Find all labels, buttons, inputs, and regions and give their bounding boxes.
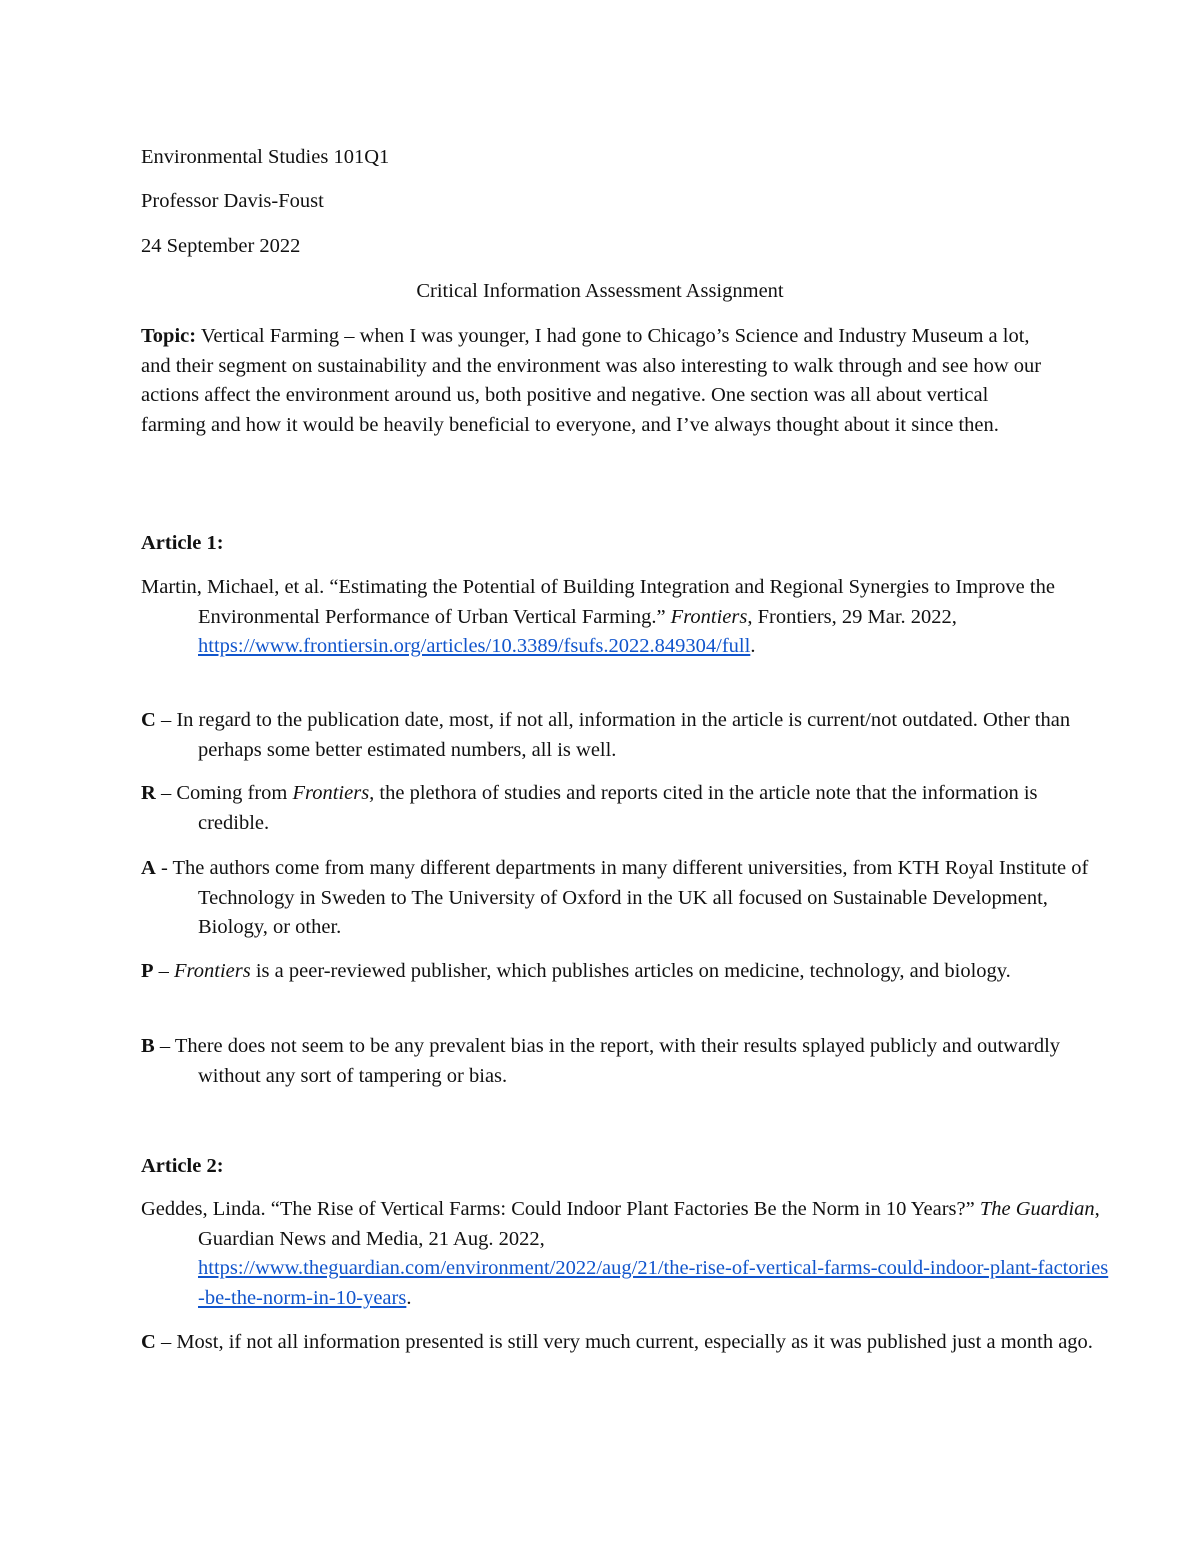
article-2-currency-label: C — [141, 1331, 156, 1353]
assignment-title: Critical Information Assessment Assignment — [416, 280, 784, 302]
article-1-publisher: , Frontiers, 29 Mar. 2022, — [747, 605, 957, 628]
reliability-text: the plethora of studies and reports cited in the article note that the information is credible. — [198, 782, 1038, 834]
submission-date: 24 September 2022 — [141, 235, 301, 257]
article-2-citation — [141, 1195, 1113, 1313]
article-1-journal: Frontiers — [670, 605, 748, 628]
article-1-purpose — [141, 957, 1113, 987]
article-2-currency-text: – Most, if not all information presented is still very much current, especially as it was published just a month ago. — [155, 1331, 1093, 1353]
topic-paragraph — [141, 322, 1056, 440]
article-2-url-link[interactable]: https://www.theguardian.com/environment/2022/aug/21/the-rise-of-vertical-farms-could-indoor-plant-factories-be-the-norm-in-10-years — [198, 1257, 1109, 1309]
purpose-text-pre: – — [153, 960, 175, 982]
professor-name: Professor Davis-Foust — [141, 190, 324, 212]
article-1-url-link[interactable]: https://www.frontiersin.org/articles/10.3389/fsufs.2022.849304/full — [198, 635, 751, 658]
authority-label: A — [141, 857, 156, 879]
purpose-journal: Frontiers — [174, 960, 251, 982]
article-2-heading — [141, 1151, 224, 1181]
reliability-text-pre: – Coming from — [155, 782, 293, 804]
reliability-journal: Frontiers, — [292, 782, 375, 804]
article-1-currency — [141, 706, 1113, 765]
article-1-citation — [141, 573, 1113, 662]
topic-label: Topic: — [141, 325, 197, 347]
article-2-currency — [141, 1328, 1113, 1358]
reliability-label: R — [141, 782, 156, 804]
article-2-citation-end: . — [406, 1286, 412, 1309]
bias-label: B — [141, 1035, 155, 1057]
authority-text: - The authors come from many different departments in many different universities, from KTH Royal Institute of Technology in Sweden to The University of Oxford in the UK all focused on Sustainable Development, Biology, or other. — [155, 857, 1089, 939]
article-2-publisher: , Guardian News and Media, 21 Aug. 2022, — [198, 1198, 1100, 1250]
article-1-reliability — [141, 779, 1113, 838]
purpose-label: P — [141, 960, 154, 982]
article-1-heading-text: Article 1: — [141, 532, 224, 554]
course-name: Environmental Studies 101Q1 — [141, 146, 390, 168]
currency-label: C — [141, 709, 156, 731]
currency-text: – In regard to the publication date, most, if not all, information in the article is current/not outdated. Other than perhaps some better estimated numbers, all is well. — [155, 709, 1071, 761]
article-1-bias — [141, 1032, 1113, 1091]
article-2-citation-text: Geddes, Linda. “The Rise of Vertical Farms: Could Indoor Plant Factories Be the Norm in 10 Years?” — [141, 1198, 980, 1220]
article-2-journal: The Guardian — [979, 1198, 1095, 1220]
article-2-heading-text: Article 2: — [141, 1155, 224, 1177]
article-1-heading — [141, 528, 224, 558]
topic-text: Vertical Farming – when I was younger, I had gone to Chicago’s Science and Industry Museum a lot, and their segment on sustainability and the environment was also interesting to walk through and see how our actions affect the environment around us, both positive and negative. One section was all about vertical farming and how it would be heavily beneficial to everyone, and I’ve always thought about it since then. — [141, 325, 1042, 436]
article-1-citation-end: . — [750, 635, 756, 658]
purpose-text: is a peer-reviewed publisher, which publishes articles on medicine, technology, and biology. — [250, 960, 1011, 982]
article-1-citation-text: Martin, Michael, et al. “Estimating the Potential of Building Integration and Regional Synergies to Improve the Environmental Performance of Urban Vertical Farming.” — [141, 576, 1055, 628]
article-1-authority — [141, 854, 1113, 943]
bias-text: – There does not seem to be any prevalent bias in the report, with their results splayed publicly and outwardly without any sort of tampering or bias. — [154, 1035, 1061, 1087]
